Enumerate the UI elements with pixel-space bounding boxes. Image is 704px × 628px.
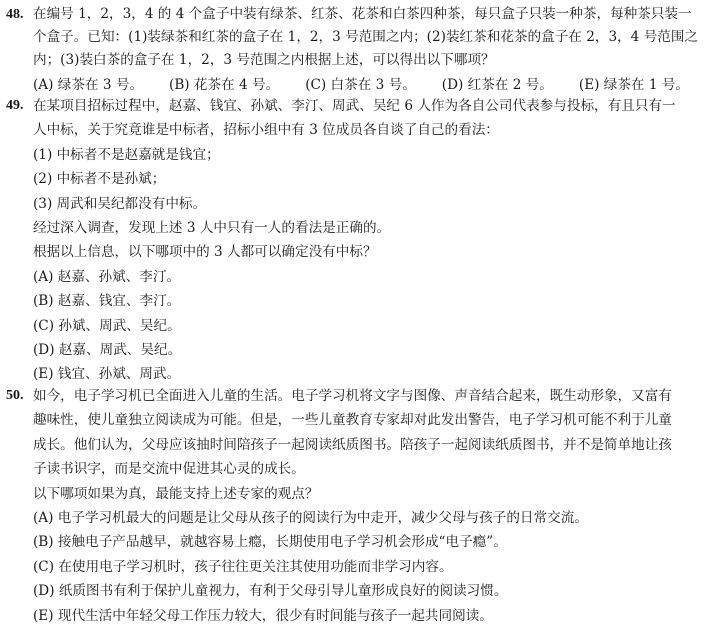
option-e: (E) 钱宜、孙斌、周武。 (33, 366, 181, 383)
stem-line: 人中标，关于究竟谁是中标者，招标小组中有 3 位成员各自谈了自己的看法： (33, 122, 499, 139)
question-body (33, 94, 694, 387)
option-a: (A) 绿茶在 3 号。 (33, 77, 144, 93)
option-d: (D) 红茶在 2 号。 (441, 77, 553, 93)
stem-line: 个盒子。已知：(1)装绿茶和红茶的盒子在 1，2，3 号范围之内；(2)装红茶和花茶的盒子在 2，3，4 号范围之 (33, 29, 699, 45)
option-b: (B) 花茶在 4 号。 (169, 77, 280, 93)
statement: (2) 中标者不是孙斌； (33, 171, 166, 188)
option-b: (B) 赵嘉、钱宜、李汀。 (33, 293, 181, 310)
option-e: (E) 现代生活中年轻父母工作压力较大，很少有时间能与孩子一起共同阅读。 (33, 607, 493, 624)
question-body (33, 384, 694, 628)
question-number: 49. (6, 98, 24, 113)
condition-text: 经过深入调查，发现上述 3 人中只有一人的看法是正确的。 (33, 219, 391, 236)
option-a: (A) 电子学习机最大的问题是让父母从孩子的阅读行为中走开，减少父母与孩子的日常交流。 (33, 509, 588, 526)
question-prompt: 以下哪项如果为真，最能支持上述专家的观点？ (33, 485, 319, 502)
stem-line: 在编号 1，2，3，4 的 4 个盒子中装有绿茶、红茶、花茶和白茶四种茶，每只盒子只装一种茶，每种茶只装一 (33, 6, 692, 22)
option-d: (D) 赵嘉、周武、吴纪。 (33, 341, 182, 358)
question-number: 48. (6, 7, 24, 22)
stem-line: 趣味性，使儿童独立阅读成为可能。但是，一些儿童教育专家却对此发出警告，电子学习机可能不利于儿童 (33, 412, 672, 429)
stem-line: 内；(3)装白茶的盒子在 1，2，3 号范围之内根据上述，可以得出以下哪项？ (33, 52, 495, 68)
stem-line: 如今，电子学习机已全面进入儿童的生活。电子学习机将文字与图像、声音结合起来，既生动形象，又富有 (33, 388, 672, 404)
option-a: (A) 赵嘉、孙斌、李汀。 (33, 268, 181, 285)
stem-line: 在某项目招标过程中，赵嘉、钱宜、孙斌、李汀、周武、吴纪 6 人作为各自公司代表参与投标，有且只有一 (33, 98, 676, 114)
option-e: (E) 绿茶在 1 号。 (578, 77, 690, 93)
statement: (1) 中标者不是赵嘉就是钱宜； (33, 146, 220, 163)
question-number: 50. (6, 388, 24, 403)
question-prompt: 根据以上信息，以下哪项中的 3 人都可以确定没有中标？ (33, 244, 377, 261)
question-body (33, 3, 699, 97)
option-d: (D) 纸质图书有利于保护儿童视力，有利于父母引导儿童形成良好的阅读习惯。 (33, 583, 508, 600)
statement: (3) 周武和吴纪都没有中标。 (33, 195, 207, 212)
option-c: (C) 孙斌、周武、吴纪。 (33, 317, 181, 334)
stem-line: 成长。他们认为，父母应该抽时间陪孩子一起阅读纸质图书。陪孩子一起阅读纸质图书，并不是简单地让孩 (33, 436, 672, 453)
option-c: (C) 在使用电子学习机时，孩子往往更关注其使用功能而非学习内容。 (33, 558, 453, 575)
stem-line: 子读书识字，而是交流中促进其心灵的成长。 (33, 461, 305, 478)
option-c: (C) 白茶在 3 号。 (305, 77, 416, 93)
option-b: (B) 接触电子产品越早，就越容易上瘾，长期使用电子学习机会形成“电子瘾”。 (33, 534, 507, 551)
